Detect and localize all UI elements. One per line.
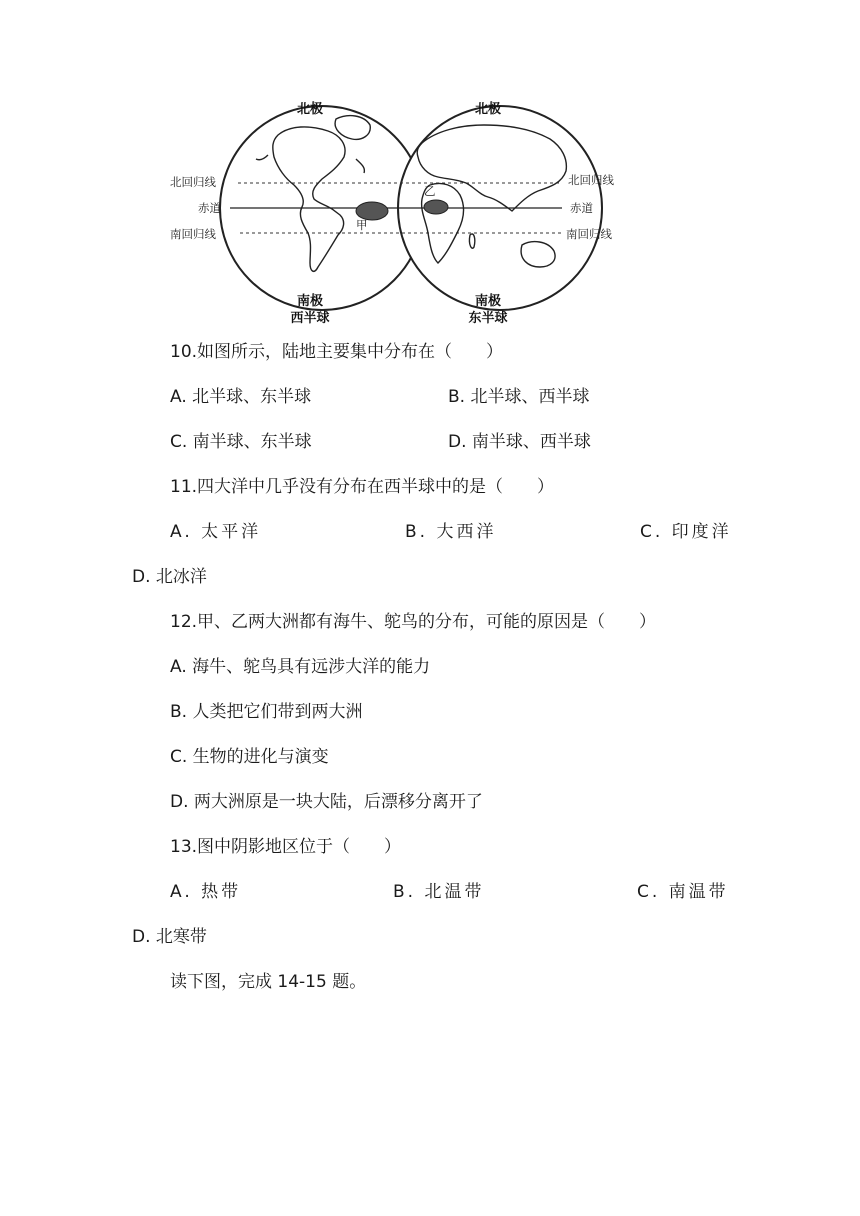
continent-jia-label: 甲 [356, 218, 368, 232]
question-11-option-b: B. 大西洋 [405, 522, 497, 542]
question-12-option-a: A. 海牛、鸵鸟具有远涉大洋的能力 [170, 657, 431, 677]
tropic-capricorn-left-label: 南回归线 [170, 227, 216, 241]
equator-left-label: 赤道 [198, 201, 221, 215]
north-pole-left-label: 北极 [296, 102, 324, 117]
question-10-option-b: B. 北半球、西半球 [448, 387, 590, 407]
question-11-option-c: C. 印度洋 [640, 522, 732, 542]
question-13-option-b: B. 北温带 [393, 882, 485, 902]
tropic-capricorn-right-label: 南回归线 [566, 227, 612, 241]
south-pole-right-label: 南极 [474, 294, 502, 309]
question-13-option-c: C. 南温带 [637, 882, 729, 902]
western-hemisphere-label: 西半球 [290, 311, 330, 326]
question-11-option-d: D. 北冰洋 [132, 567, 207, 587]
equator-right-label: 赤道 [570, 201, 593, 215]
question-10-option-a: A. 北半球、东半球 [170, 387, 312, 407]
tropic-cancer-left-label: 北回归线 [170, 175, 216, 189]
continent-yi-label: 乙 [424, 184, 436, 198]
question-13-option-d: D. 北寒带 [132, 927, 207, 947]
south-pole-left-label: 南极 [296, 294, 324, 309]
shaded-region-congo [424, 200, 448, 214]
question-11-stem: 11.四大洋中几乎没有分布在西半球中的是（ ） [170, 477, 555, 497]
question-12-stem: 12.甲、乙两大洲都有海牛、鸵鸟的分布，可能的原因是（ ） [170, 612, 657, 632]
question-10-stem: 10.如图所示，陆地主要集中分布在（ ） [170, 342, 504, 362]
question-12-option-b: B. 人类把它们带到两大洲 [170, 702, 363, 722]
question-13-option-a: A. 热带 [170, 882, 242, 902]
eastern-hemisphere-label: 东半球 [468, 311, 508, 326]
instruction-text: 读下图，完成 14-15 题。 [170, 972, 367, 992]
question-10-option-c: C. 南半球、东半球 [170, 432, 312, 452]
question-12-option-d: D. 两大洲原是一块大陆，后漂移分离开了 [170, 792, 483, 812]
question-12-option-c: C. 生物的进化与演变 [170, 747, 329, 767]
question-11-option-a: A. 太平洋 [170, 522, 262, 542]
north-pole-right-label: 北极 [474, 102, 502, 117]
tropic-cancer-right-label: 北回归线 [568, 173, 614, 187]
question-10-option-d: D. 南半球、西半球 [448, 432, 591, 452]
hemisphere-map-figure [160, 95, 630, 335]
question-13-stem: 13.图中阴影地区位于（ ） [170, 837, 402, 857]
